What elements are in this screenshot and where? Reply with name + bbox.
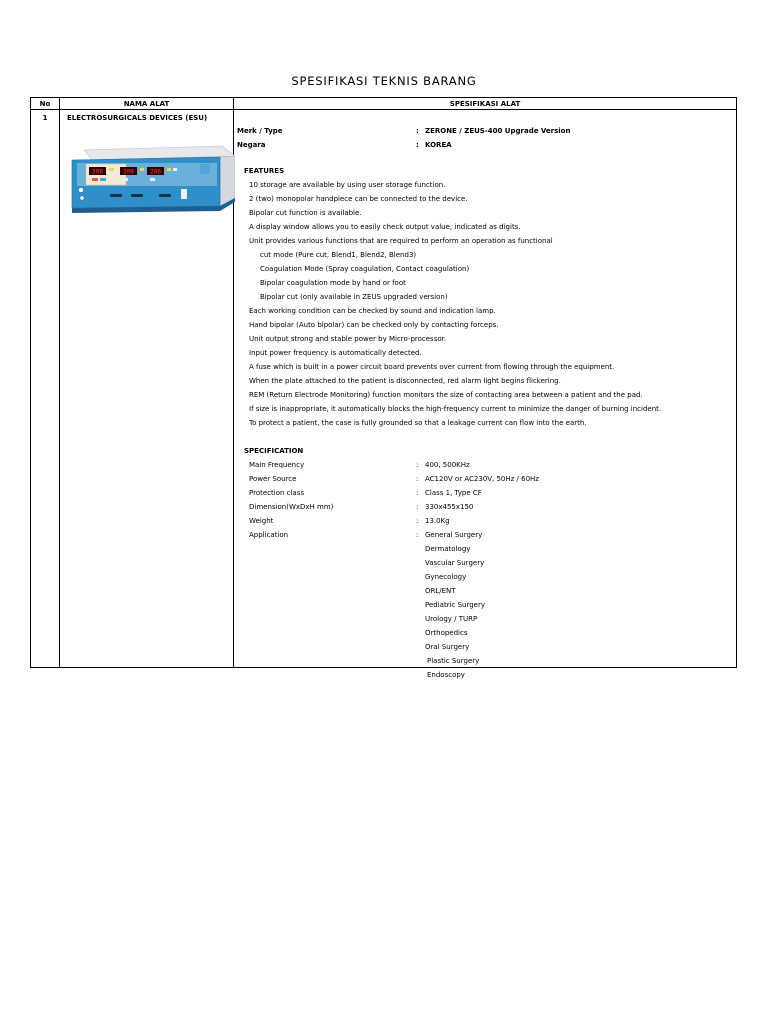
feature-item: 2 (two) monopolar handpiece can be connected to the device. <box>249 195 468 203</box>
spec-label: Power Source <box>249 475 297 483</box>
application-item: Oral Surgery <box>425 643 470 651</box>
device-name: ELECTROSURGICALS DEVICES (ESU) <box>67 114 208 122</box>
header-name: NAMA ALAT <box>60 98 234 110</box>
row-number: 1 <box>31 110 60 668</box>
specification-heading: SPECIFICATION <box>244 447 304 455</box>
spec-label: Weight <box>249 517 274 525</box>
spec-separator: : <box>416 489 419 497</box>
spec-separator: : <box>416 503 419 511</box>
application-item: Dermatology <box>425 545 471 553</box>
meta-value-brand: ZERONE / ZEUS-400 Upgrade Version <box>425 127 571 135</box>
display-3: 200 <box>150 168 161 176</box>
spec-value: 400, 500KHz <box>425 461 470 469</box>
feature-item: REM (Return Electrode Monitoring) function monitors the size of contacting area between a patient and the pad. <box>249 391 643 399</box>
spec-value: 330x455x150 <box>425 503 474 511</box>
spec-separator: : <box>416 531 419 539</box>
feature-item: Bipolar cut (only available in ZEUS upgraded version) <box>260 293 448 301</box>
name-cell <box>60 110 234 668</box>
header-spec: SPESIFIKASI ALAT <box>234 98 737 110</box>
meta-sep-brand: : <box>416 127 419 135</box>
display-1: 200 <box>92 168 103 176</box>
spec-value: AC120V or AC230V, 50Hz / 60Hz <box>425 475 539 483</box>
feature-item: Each working condition can be checked by sound and indication lamp. <box>249 307 496 315</box>
application-item: Orthopedics <box>425 629 468 637</box>
feature-item: Input power frequency is automatically detected. <box>249 349 422 357</box>
feature-item: Hand bipolar (Auto bipolar) can be checked only by contacting forceps. <box>249 321 499 329</box>
spec-label: Protection class <box>249 489 305 497</box>
application-item: ORL/ENT <box>425 587 456 595</box>
feature-item: A display window allows you to easily check output value, indicated as digits. <box>249 223 521 231</box>
header-no: No <box>31 98 60 110</box>
spec-label: Application <box>249 531 289 539</box>
feature-item: Unit output strong and stable power by Micro-processor. <box>249 335 447 343</box>
spec-table <box>30 97 737 679</box>
table-header-row <box>31 98 737 110</box>
spec-value: General Surgery <box>425 531 483 539</box>
feature-item: A fuse which is built in a power circuit board prevents over current from flowing through the equipment. <box>249 363 615 371</box>
spec-label: Dimension(WxDxH mm) <box>249 503 334 511</box>
device-image <box>70 142 235 224</box>
application-item: Gynecology <box>425 573 467 581</box>
feature-item: Coagulation Mode (Spray coagulation, Contact coagulation) <box>260 265 470 273</box>
spec-separator: : <box>416 475 419 483</box>
application-item: Plastic Surgery <box>427 657 480 665</box>
feature-item: When the plate attached to the patient is disconnected, red alarm light begins flickering. <box>249 377 561 385</box>
application-item: Urology / TURP <box>425 615 478 623</box>
spec-value: Class 1, Type CF <box>425 489 482 497</box>
feature-item: If size is inappropriate, it automatically blocks the high-frequency current to minimize the danger of burning incident. <box>249 405 662 413</box>
meta-label-brand: Merk / Type <box>237 127 283 135</box>
application-item: Endoscopy <box>427 671 465 679</box>
spec-value: 13.0Kg <box>425 517 450 525</box>
display-2: 200 <box>123 168 134 176</box>
features-heading: FEATURES <box>244 167 285 175</box>
meta-label-country: Negara <box>237 141 266 149</box>
document-title: SPESIFIKASI TEKNIS BARANG <box>291 74 477 88</box>
meta-sep-country: : <box>416 141 419 149</box>
application-item: Pediatric Surgery <box>425 601 486 609</box>
meta-value-country: KOREA <box>425 141 452 149</box>
spec-separator: : <box>416 517 419 525</box>
spec-cell <box>234 110 737 679</box>
spec-label: Main Frequency <box>249 461 305 469</box>
feature-item: Bipolar coagulation mode by hand or foot <box>260 279 406 287</box>
spec-separator: : <box>416 461 419 469</box>
feature-item: Bipolar cut function is available. <box>249 209 362 217</box>
application-item: Vascular Surgery <box>425 559 485 567</box>
feature-item: 10 storage are available by using user storage function. <box>249 181 446 189</box>
feature-item: Unit provides various functions that are required to perform an operation as functional <box>249 237 553 245</box>
table-row <box>31 110 737 668</box>
feature-item: To protect a patient, the case is fully grounded so that a leakage current can flow into the earth. <box>249 419 587 427</box>
feature-item: cut mode (Pure cut, Blend1, Blend2, Blend3) <box>260 251 417 259</box>
